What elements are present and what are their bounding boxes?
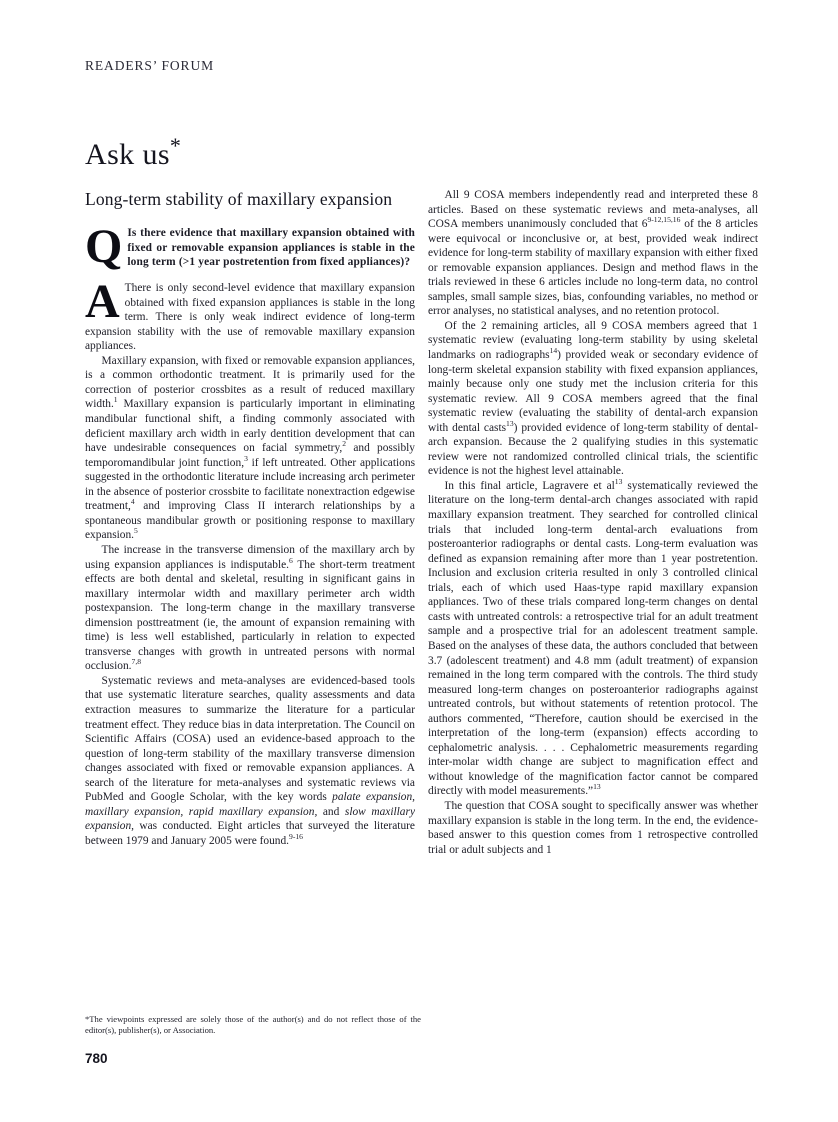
text-run: systematically reviewed the literature on the long-term dental-arch changes associated with rapid maxillary expansion treatment. They searched for controlled clinical trials that included long-term dental-arch evaluations from posteroanterior radiographs or dental casts. Long-term evaluation was defined as expansion remaining after more than 1 year postretention. Inclusion and exclusion criteria resulted in only 3 controlled clinical trials, each of which used Haas-type rapid maxillary expansion appliances. Two of these trials compared long-term changes on dental casts with untreated controls: a retrospective trial for an adult treatment sample and a prospective trial for an adolescent treatment sample. Based on the analyses of these data, the authors concluded that between 3.7 (adolescent treatment) and 4.8 mm (adult treatment) of expansion remained in the long term compared with the controls. The third study measured long-term changes on posteroanterior radiographs against untreated controls, but without statements of retention protocol. The authors commented, “Therefore, caution should be exercised in the interpretation of the long-term (expansion) effects according to cephalometric analysis. . . . Cephalometric measurements regarding inter-molar width change are subject to magnification effect and without knowledge of the magnification factor cannot be compared directly with model measurements.” <box>428 479 758 798</box>
left-column-body <box>85 354 415 849</box>
text-run: and possibly temporomandibular joint function, <box>85 442 415 469</box>
reference-superscript: 3 <box>244 453 248 463</box>
footnote <box>85 1014 421 1037</box>
page-number: 780 <box>85 1051 108 1066</box>
reference-superscript: 14 <box>549 346 558 356</box>
answer-block <box>85 281 415 354</box>
reference-superscript: 7,8 <box>131 657 142 667</box>
reference-superscript: 5 <box>134 526 138 536</box>
question-text: Is there evidence that maxillary expansion obtained with fixed or removable expansion appliances is stable in the long term (>1 year postretention from fixed appliances)? <box>127 227 415 269</box>
reference-superscript: 9-16 <box>289 832 303 842</box>
reference-superscript: 13 <box>593 782 601 792</box>
answer-dropcap: A <box>85 281 120 329</box>
reference-superscript: 2 <box>342 439 347 449</box>
p-2-remaining-articles <box>428 319 758 479</box>
p-transverse-increase <box>85 543 415 674</box>
keyword-italic: palate expansion, maxillary expansion, rapid maxillary expansion, <box>85 791 415 818</box>
text-run: Systematic reviews and meta-analyses are evidenced-based tools that use systematic literature searches, quality assessments and data extraction measures to summarize the literature for a particular treatment effect. They reduce bias in data interpretation. The Council on Scientific Affairs (COSA) used an evidence-based approach to the question of long-term stability of the maxillary transverse dimension changes associated with fixed or removable expansion appliances. A search of the literature for meta-analyses and systematic reviews via PubMed and Google Scholar, with the key words <box>85 674 415 804</box>
question-block <box>85 226 415 270</box>
p-question-cosa <box>428 799 758 857</box>
text-run: Of the 2 remaining articles, all 9 COSA members agreed that 1 systematic review (evaluating long-term stability by using skeletal landmarks on radiographs <box>428 319 758 362</box>
reference-superscript: 4 <box>130 497 135 507</box>
article-title-text: Ask us <box>85 138 170 172</box>
text-run: of the 8 articles were equivocal or inconclusive or, at best, provided weak indirect evidence for long-term stability of maxillary expansion with either fixed or removable expansion appliances. Design and method flaws in the trials reviewed in these 6 articles include no long-term data, no control samples, small sample sizes, bias, confounding variables, no method or error analyses, no statistical analyses, and no retention protocol. <box>428 218 758 318</box>
keyword-italic: slow maxillary expansion, <box>85 805 415 833</box>
reference-superscript: 9-12,15,16 <box>647 215 681 225</box>
text-run: All 9 COSA members independently read and interpreted these 8 articles. Based on these systematic reviews and meta-analyses, all COSA members unanimously concluded that 6 <box>428 189 758 231</box>
text-run: The increase in the transverse dimension of the maxillary arch by using expansion appliances is indisputable. <box>85 543 415 571</box>
question-dropcap: Q <box>85 226 123 271</box>
left-column <box>85 188 415 848</box>
answer-text: There is only second-level evidence that maxillary expansion obtained with fixed expansion appliances is stable in the long term. There is only weak indirect evidence of long-term expansion stability with the use of removable maxillary expansion appliances. <box>85 282 415 353</box>
text-run: ) provided weak or secondary evidence of long-term skeletal expansion stability with fixed expansion appliances, mainly because only one study met the inclusion criteria for this systematic review. All 9 COSA members agreed that the final systematic review (evaluating the stability of dental-arch expansion with dental casts <box>428 349 758 434</box>
reference-superscript: 13 <box>614 477 623 487</box>
text-run: The question that COSA sought to specifically answer was whether maxillary expansion is stable in the long term. In the end, the evidence-based answer to this question comes from 1 retrospective controlled trial or adult subjects and 1 <box>428 799 758 856</box>
p-all-9-cosa-read <box>428 188 758 319</box>
p-systematic-reviews <box>85 674 415 849</box>
running-head: READERS’ FORUM <box>85 58 214 73</box>
reference-superscript: 6 <box>289 555 293 565</box>
footnote-marker: * <box>85 1014 90 1024</box>
section-title: Long-term stability of maxillary expansion <box>85 189 393 209</box>
text-run: The short-term treatment effects are both dental and skeletal, resulting in significant gains in maxillary intermolar width and maxillary perimeter arch width postexpansion. The long-term change in the maxillary transverse dimension posttreatment (ie, the amount of expansion remaining with time) is less well established, particularly in relation to expected transverse changes with growth in untreated persons with normal occlusion. <box>85 558 415 673</box>
text-run: was conducted. Eight articles that surveyed the literature between 1979 and January 2005 were found. <box>85 820 415 847</box>
p-maxillary-expansion-common <box>85 354 415 543</box>
footnote-text: The viewpoints expressed are solely those of the author(s) and do not reflect those of the editor(s), publisher(s), or Association. <box>85 1014 421 1036</box>
text-run: Maxillary expansion is particularly important in eliminating mandibular functional shift, a finding commonly associated with deficient maxillary arch width in early dentition development that can have undesirable consequences on facial symmetry, <box>85 398 415 455</box>
text-run: and improving Class II interarch relationships by a spontaneous mandibular growth or positioning response to maxillary expansion. <box>85 500 415 542</box>
reference-superscript: 13 <box>506 418 514 428</box>
reference-superscript: 1 <box>113 395 118 405</box>
text-run: and <box>317 805 345 818</box>
title-footnote-marker: * <box>169 133 182 159</box>
text-run: if left untreated. Other applications suggested in the orthodontic literature include increasing arch perimeter in the absence of posterior crossbite to facilitate nonextraction edgewise treatment, <box>85 456 415 513</box>
page-title <box>85 133 182 172</box>
text-run: Maxillary expansion, with fixed or removable expansion appliances, is a common orthodontic treatment. It is primarily used for the correction of posterior crossbites as a result of reduced maxillary width. <box>85 354 415 411</box>
text-run: In this final article, Lagravere et al <box>444 479 615 492</box>
right-column <box>428 188 758 857</box>
text-run: ) provided evidence of long-term stability of dental-arch expansion. Because the 2 qualifying studies in this systematic review were not randomized controlled clinical trials, the scientific evidence is not the highest level attainable. <box>428 421 758 478</box>
p-lagravere <box>428 479 758 799</box>
right-column-body <box>428 188 758 857</box>
